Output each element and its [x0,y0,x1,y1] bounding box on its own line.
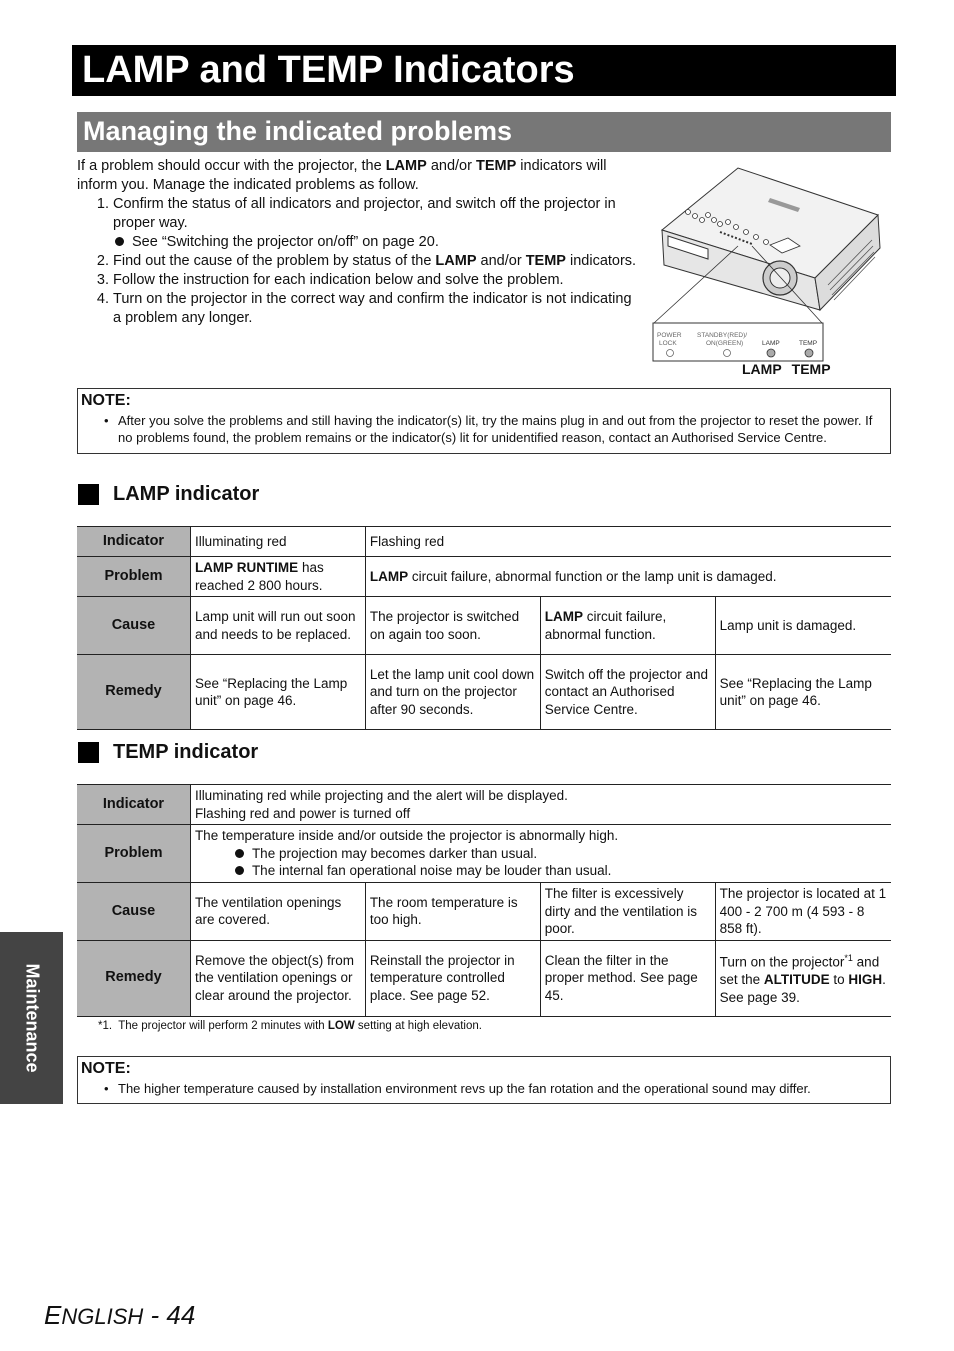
lamp-indicator-table [77,526,891,730]
step-1-text: Confirm the status of all indicators and projector, and switch off the projector in proper way. [113,196,616,231]
intro-text-e: indicators will inform you. Manage the indicated problems as follow. [77,158,607,193]
projector-illustration [650,160,885,370]
note-title: NOTE: [81,392,131,409]
note-list [78,1078,890,1104]
table-cell [190,825,891,883]
row-header-remedy: Remedy [77,655,190,730]
table-row [77,940,891,1016]
panel-lock-label: LOCK [659,340,677,347]
section-title: Managing the indicated problems [83,116,513,146]
low-label: LOW [327,1020,355,1032]
step-4-text: Turn on the projector in the correct way and confirm the indicator is not indicating a problem any longer. [113,291,632,326]
step-2-lamp: LAMP [435,253,477,269]
panel-power-label: POWER [657,332,682,339]
panel-on-label: ON(GREEN) [706,340,744,347]
step-1 [113,195,637,252]
table-cell [190,785,891,825]
panel-standby-label: STANDBY(RED)/ [697,332,748,339]
high-label: HIGH [848,972,883,987]
step-2 [113,252,637,271]
panel-temp-label: TEMP [799,340,818,347]
step-2-temp: TEMP [525,253,566,269]
standby-indicator-icon [724,350,731,357]
step-3 [113,271,637,290]
lamp-heading-text: LAMP indicator [113,483,260,505]
intro-text [77,157,637,328]
altitude-label: ALTITUDE [763,972,830,987]
lamp-label: LAMP [369,568,409,584]
note-item: • After you solve the problems and still having the indicator(s) lit, try the mains plug in and out from the projector to reset the power. If no problems found, the problem remains or the indicator(s) lit for unidentified reason, contact an Authorised Service Centre. [118,412,884,447]
step-2-text-c: and/or [476,253,526,269]
bullet-icon [235,866,244,875]
steps-list [77,195,637,328]
intro-lamp: LAMP [385,158,427,174]
row-header-indicator: Indicator [77,527,190,557]
cell-text: circuit failure, abnormal function or the lamp unit is damaged. [408,568,777,584]
table-row [77,527,891,557]
side-tab-label: Maintenance [22,963,42,1073]
power-indicator-icon [667,350,674,357]
temp-heading-text: TEMP indicator [113,741,259,763]
row-header-remedy: Remedy [77,940,190,1016]
lamp-label: LAMP [544,609,583,624]
cell-line: Flashing red and power is turned off [194,805,411,821]
footnote-mark: *1. [98,1020,113,1032]
bullet-icon [235,849,244,858]
list-item [235,845,887,863]
step-3-text: Follow the instruction for each indication below and solve the problem. [113,272,564,288]
table-cell: Illuminating red [190,527,365,557]
table-cell: Lamp unit will run out soon and needs to be replaced. [190,597,365,655]
table-row [77,883,891,941]
row-header-problem: Problem [77,557,190,597]
projector-labels [742,361,841,377]
step-2-text-e: indicators. [565,253,637,269]
table-cell: Switch off the projector and contact an Authorised Service Centre. [540,655,715,730]
lamp-indicator-heading [78,483,259,506]
note-box-2 [77,1056,891,1104]
cell-line: Illuminating red while projecting and the alert will be displayed. [194,788,568,803]
table-cell [540,597,715,655]
temp-indicator-icon [805,349,813,357]
bullet-text: The projection may becomes darker than usual. [251,845,538,861]
heading-square-icon [78,484,99,505]
cell-text: . See page 39. [719,972,886,1005]
step-1-sub-text: See “Switching the projector on/off” on page 20. [132,234,439,250]
cell-line: The temperature inside and/or outside the projector is abnormally high. [194,828,619,844]
cell-text: and set the [719,954,880,987]
cell-text: circuit failure, abnormal function. [544,609,667,642]
step-2-text-a: Find out the cause of the problem by status of the [113,253,436,269]
table-cell: Clean the filter in the proper method. See page 45. [540,940,715,1016]
cell-text: Turn on the projector [719,954,845,970]
table-cell: Lamp unit is damaged. [715,597,891,655]
table-cell: The filter is excessively dirty and the ventilation is poor. [540,883,715,941]
step-4 [113,290,637,328]
note-item: • The higher temperature caused by installation environment revs up the fan rotation and the operational sound may differ. [118,1080,884,1098]
page-number-cap: E [44,1300,62,1330]
table-cell: Reinstall the projector in temperature controlled place. See page 52. [365,940,540,1016]
side-tab-maintenance [0,932,63,1104]
section-title-bar [77,112,891,152]
temp-indicator-table [77,784,891,1017]
table-row [77,597,891,655]
footnote [98,1020,482,1032]
intro-text-a: If a problem should occur with the projector, the [77,158,386,174]
table-cell: The room temperature is too high. [365,883,540,941]
figure-lamp-label: LAMP [742,361,782,377]
page-title-banner [72,45,896,96]
table-row [77,655,891,730]
table-row [77,557,891,597]
row-header-problem: Problem [77,825,190,883]
intro-text-c: and/or [426,158,476,174]
problem-bullets [195,845,887,880]
table-cell [715,940,891,1016]
table-cell [365,557,891,597]
footnote-text: setting at high elevation. [354,1020,482,1032]
figure-temp-label: TEMP [791,361,831,377]
table-cell: Remove the object(s) from the ventilation openings or clear around the projector. [190,940,365,1016]
row-header-cause: Cause [77,597,190,655]
table-cell: See “Replacing the Lamp unit” on page 46. [190,655,365,730]
page-number-word: NGLISH [61,1304,144,1329]
table-row [77,785,891,825]
lamp-indicator-icon [767,349,775,357]
temp-indicator-heading [78,741,258,764]
table-cell: See “Replacing the Lamp unit” on page 46. [715,655,891,730]
list-item [235,862,887,880]
table-cell: Flashing red [365,527,891,557]
intro-paragraph [77,157,637,195]
table-cell: Let the lamp unit cool down and turn on the projector after 90 seconds. [365,655,540,730]
bullet-text: The internal fan operational noise may be louder than usual. [251,863,612,879]
table-row [77,825,891,883]
table-cell: The projector is located at 1 400 - 2 700 m (4 593 - 8 858 ft). [715,883,891,941]
cell-text: has reached 2 800 hours. [194,560,324,593]
note-box-1 [77,388,891,454]
bullet-icon [115,237,124,246]
note-list [78,410,890,453]
cell-text: to [829,972,849,987]
lamp-runtime-label: LAMP RUNTIME [194,560,299,575]
footnote-text: The projector will perform 2 minutes with [118,1020,328,1032]
heading-square-icon [78,742,99,763]
page-title: LAMP and TEMP Indicators [82,49,575,91]
row-header-cause: Cause [77,883,190,941]
row-header-indicator: Indicator [77,785,190,825]
footnote-ref: *1 [844,953,853,963]
step-1-sub [115,233,637,252]
table-cell: The projector is switched on again too soon. [365,597,540,655]
page-number [44,1300,195,1331]
table-cell: The ventilation openings are covered. [190,883,365,941]
panel-lamp-label: LAMP [762,340,780,347]
intro-temp: TEMP [475,158,517,174]
note-title: NOTE: [81,1060,131,1077]
page-number-value: - 44 [143,1300,196,1330]
table-cell [190,557,365,597]
step-1-sublist [113,233,637,252]
